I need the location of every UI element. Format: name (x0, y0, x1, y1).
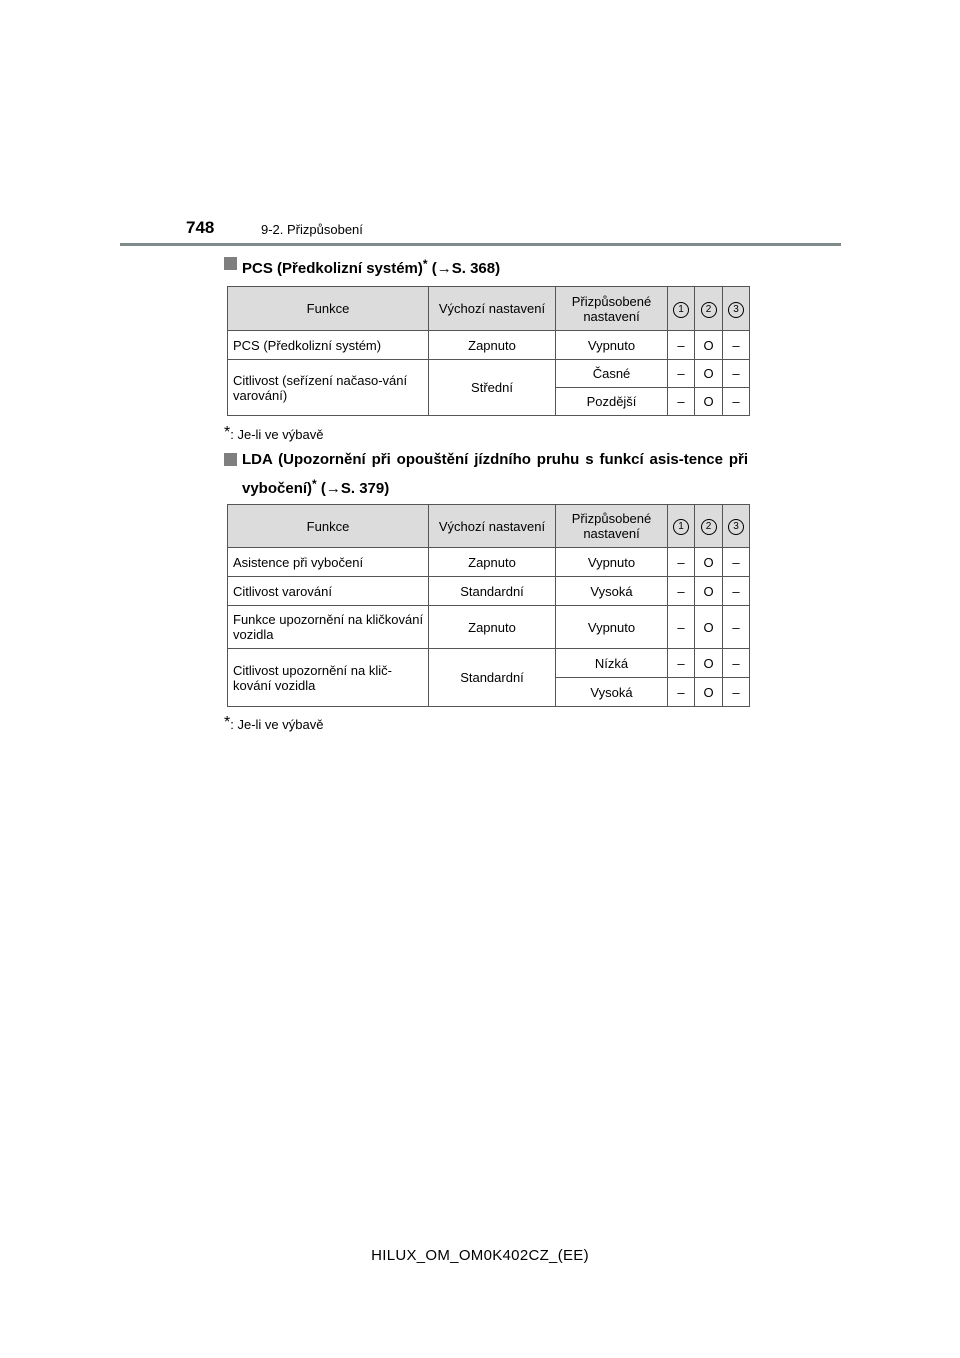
footnote-star: * (224, 424, 231, 441)
cell-c2: O (695, 331, 723, 360)
lda-title: LDA (Upozornění při opouštění jízdního pruhu s funkcí asis-tence při vybočení) (242, 451, 748, 497)
pcs-footnote (224, 424, 323, 442)
table-row (228, 360, 750, 388)
footer-model-code: HILUX_OM_OM0K402CZ_(EE) (371, 1247, 589, 1264)
col-header-custom: Přizpůsobené nastavení (556, 505, 668, 548)
cell-function: Citlivost upozornění na klič-kování vozidla (228, 649, 429, 707)
col-header-default: Výchozí nastavení (429, 287, 556, 331)
footnote-text: : Je-li ve výbavě (230, 427, 324, 442)
cell-function: PCS (Předkolizní systém) (228, 331, 429, 360)
header-rule (120, 243, 841, 246)
col-header-2: 2 (701, 519, 717, 535)
footnote-text: : Je-li ve výbavě (230, 717, 324, 732)
pcs-table (227, 286, 750, 416)
cell-c3: – (723, 577, 750, 606)
cell-c2: O (695, 360, 723, 388)
table-row (228, 606, 750, 649)
cell-c2: O (695, 649, 723, 678)
footnote-star: * (224, 714, 231, 731)
cell-c1: – (668, 360, 695, 388)
table-row (228, 649, 750, 678)
cell-c3: – (723, 678, 750, 707)
cell-function: Citlivost (seřízení načaso-vání varování) (228, 360, 429, 416)
cell-c1: – (668, 606, 695, 649)
cell-custom: Vysoká (556, 577, 668, 606)
cell-default: Standardní (429, 577, 556, 606)
cell-c3: – (723, 606, 750, 649)
cell-default: Standardní (429, 649, 556, 707)
cell-c3: – (723, 388, 750, 416)
table-row (228, 331, 750, 360)
cell-c2: O (695, 606, 723, 649)
cell-c1: – (668, 548, 695, 577)
cell-default: Střední (429, 360, 556, 416)
cell-c3: – (723, 649, 750, 678)
table-row (228, 577, 750, 606)
page-number: 748 (186, 218, 215, 237)
cell-c2: O (695, 548, 723, 577)
cell-function: Citlivost varování (228, 577, 429, 606)
lda-ref-link[interactable]: (→S. 379) (320, 480, 390, 497)
cell-custom: Časné (556, 360, 668, 388)
cell-c1: – (668, 331, 695, 360)
cell-function: Asistence při vybočení (228, 548, 429, 577)
cell-default: Zapnuto (429, 548, 556, 577)
col-header-function: Funkce (228, 287, 429, 331)
col-header-1: 1 (673, 302, 689, 318)
cell-c2: O (695, 678, 723, 707)
cell-custom: Nízká (556, 649, 668, 678)
lda-footnote (224, 714, 323, 732)
cell-c1: – (668, 649, 695, 678)
col-header-2: 2 (701, 302, 717, 318)
cell-function: Funkce upozornění na kličkování vozidla (228, 606, 429, 649)
section-square-icon (224, 453, 237, 466)
cell-c2: O (695, 577, 723, 606)
section-square-icon (224, 257, 237, 270)
pcs-title: PCS (Předkolizní systém) (242, 260, 423, 277)
cell-custom: Pozdější (556, 388, 668, 416)
lda-star: * (312, 477, 317, 491)
lda-table (227, 504, 750, 707)
table-row (228, 548, 750, 577)
cell-default: Zapnuto (429, 606, 556, 649)
cell-custom: Vypnuto (556, 331, 668, 360)
cell-default: Zapnuto (429, 331, 556, 360)
lda-heading (224, 448, 748, 501)
cell-c3: – (723, 360, 750, 388)
cell-c3: – (723, 548, 750, 577)
cell-c1: – (668, 577, 695, 606)
col-header-function: Funkce (228, 505, 429, 548)
cell-custom: Vypnuto (556, 606, 668, 649)
pcs-star: * (422, 257, 428, 271)
cell-c1: – (668, 678, 695, 707)
col-header-3: 3 (728, 302, 744, 318)
cell-c3: – (723, 331, 750, 360)
col-header-1: 1 (673, 519, 689, 535)
cell-custom: Vysoká (556, 678, 668, 707)
cell-c2: O (695, 388, 723, 416)
pcs-ref-link[interactable]: (→S. 368) (431, 260, 501, 277)
col-header-custom: Přizpůsobené nastavení (556, 287, 668, 331)
col-header-default: Výchozí nastavení (429, 505, 556, 548)
pcs-heading (224, 252, 748, 281)
cell-custom: Vypnuto (556, 548, 668, 577)
section-title: 9-2. Přizpůsobení (261, 222, 363, 237)
col-header-3: 3 (728, 519, 744, 535)
cell-c1: – (668, 388, 695, 416)
